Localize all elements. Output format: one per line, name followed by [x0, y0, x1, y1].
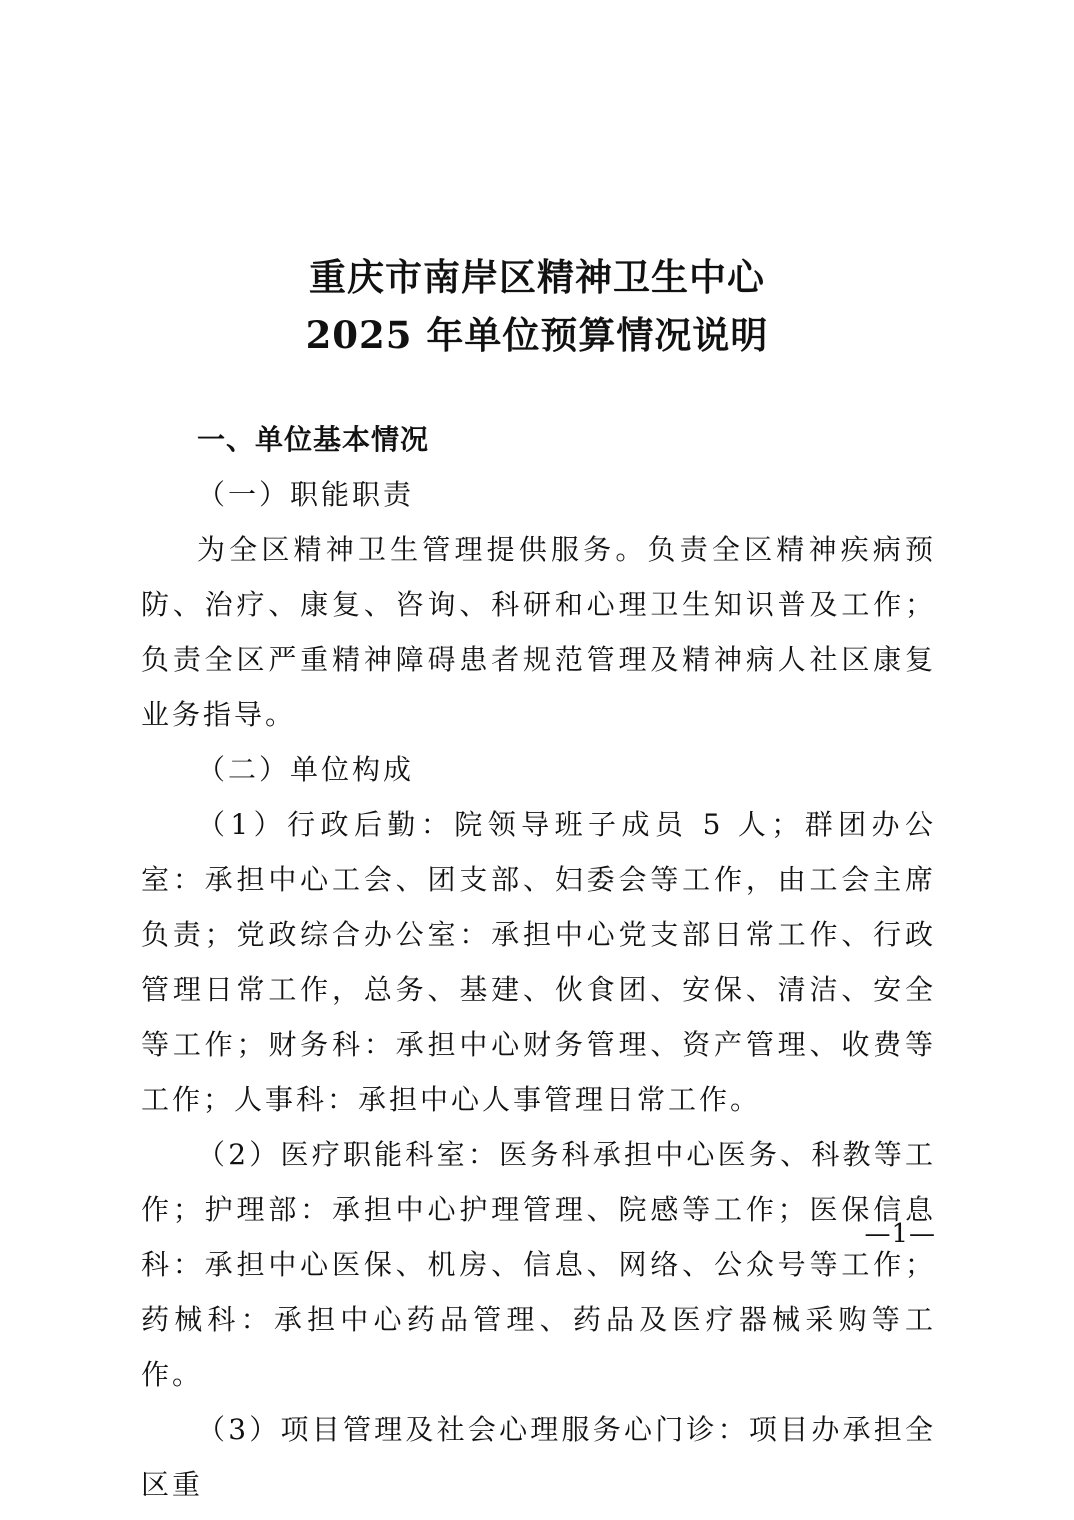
- subsection-heading-composition: （二）单位构成: [197, 753, 415, 786]
- paragraph-admin-logistics: （1）行政后勤：院领导班子成员 5 人；群团办公室：承担中心工会、团支部、妇委会等工作，由工会主席负责；党政综合办公室：承担中心党支部日常工作、行政管理日常工作，总务、基建、伙食团、安保、清洁、安全等工作；财务科：承担中心财务管理、资产管理、收费等工作；人事科：承担中心人事管理日常工作。: [141, 808, 936, 1116]
- title-line-1: 重庆市南岸区精神卫生中心: [309, 255, 765, 299]
- page-number: —1—: [864, 1219, 936, 1249]
- paragraph-medical-departments: （2）医疗职能科室：医务科承担中心医务、科教等工作；护理部：承担中心护理管理、院感等工作；医保信息科：承担中心医保、机房、信息、网络、公众号等工作；药械科：承担中心药品管理、药品及医疗器械采购等工作。: [141, 1138, 936, 1391]
- document-title: [0, 248, 1074, 364]
- subsection-heading-functions: （一）职能职责: [197, 478, 415, 511]
- paragraph-functions: 为全区精神卫生管理提供服务。负责全区精神疾病预防、治疗、康复、咨询、科研和心理卫生知识普及工作；负责全区严重精神障碍患者规范管理及精神病人社区康复业务指导。: [141, 533, 936, 731]
- document-body: [141, 412, 936, 1512]
- section-heading-basic-info: 一、单位基本情况: [197, 423, 430, 456]
- paragraph-project-management: （3）项目管理及社会心理服务心门诊：项目办承担全区重: [141, 1413, 936, 1501]
- title-line-2: 2025 年单位预算情况说明: [305, 313, 769, 357]
